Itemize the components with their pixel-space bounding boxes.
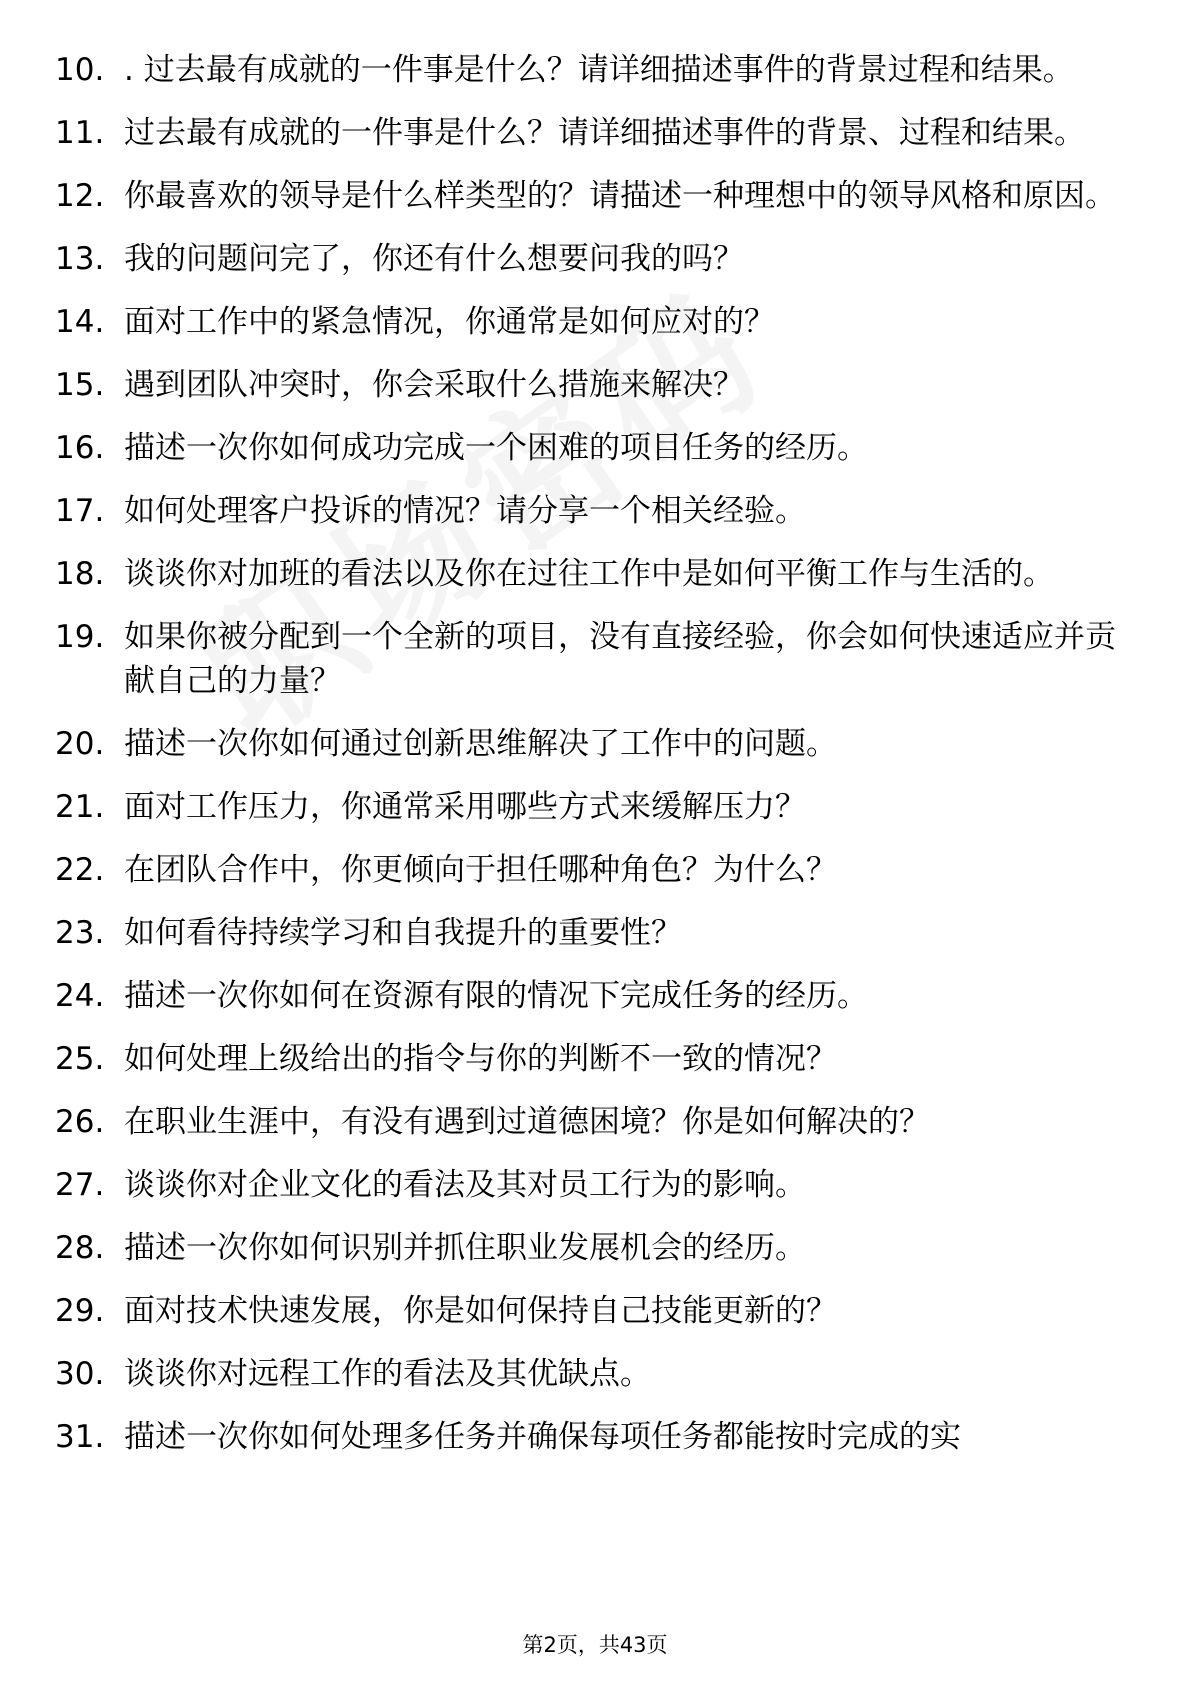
question-text: 如何看待持续学习和自我提升的重要性？ (124, 915, 682, 951)
question-number: 25. (55, 1041, 105, 1077)
question-number: 16. (55, 430, 105, 466)
question-number: 26. (55, 1104, 105, 1140)
question-text: 如果你被分配到一个全新的项目，没有直接经验，你会如何快速适应并贡献自己的力量？ (124, 619, 1116, 699)
question-number: 29. (55, 1293, 105, 1329)
list-item (55, 552, 1135, 596)
list-item (55, 237, 1135, 281)
question-text: 过去最有成就的一件事是什么？请详细描述事件的背景、过程和结果。 (124, 115, 1085, 151)
question-number: 10. (55, 52, 105, 88)
question-number: 21. (55, 789, 105, 825)
question-text: 描述一次你如何处理多任务并确保每项任务都能按时完成的实 (124, 1419, 961, 1455)
question-text: 如何处理上级给出的指令与你的判断不一致的情况？ (124, 1041, 837, 1077)
question-text: 描述一次你如何成功完成一个困难的项目任务的经历。 (124, 430, 868, 466)
question-text: 谈谈你对企业文化的看法及其对员工行为的影响。 (124, 1167, 806, 1203)
question-list (55, 48, 1135, 1478)
question-text: 在团队合作中，你更倾向于担任哪种角色？为什么？ (124, 852, 837, 888)
question-text: 描述一次你如何在资源有限的情况下完成任务的经历。 (124, 978, 868, 1014)
question-text: 描述一次你如何通过创新思维解决了工作中的问题。 (124, 726, 837, 762)
question-number: 11. (55, 115, 105, 151)
question-number: 28. (55, 1230, 105, 1266)
question-text: 谈谈你对远程工作的看法及其优缺点。 (124, 1356, 651, 1392)
question-text: 面对工作中的紧急情况，你通常是如何应对的？ (124, 304, 775, 340)
page-indicator: 第2页，共43页 (522, 1633, 668, 1657)
list-item (55, 1037, 1135, 1081)
list-item (55, 615, 1135, 703)
question-number: 19. (55, 619, 105, 655)
list-item (55, 785, 1135, 829)
question-number: 20. (55, 726, 105, 762)
question-text: 你最喜欢的领导是什么样类型的？请描述一种理想中的领导风格和原因。 (124, 178, 1116, 214)
list-item (55, 426, 1135, 470)
list-item (55, 722, 1135, 766)
list-item (55, 911, 1135, 955)
list-item (55, 48, 1135, 92)
question-number: 30. (55, 1356, 105, 1392)
question-text: 如何处理客户投诉的情况？请分享一个相关经验。 (124, 493, 806, 529)
list-item (55, 1163, 1135, 1207)
question-text: 描述一次你如何识别并抓住职业发展机会的经历。 (124, 1230, 806, 1266)
list-item (55, 111, 1135, 155)
list-item (55, 974, 1135, 1018)
list-item (55, 363, 1135, 407)
question-text: 面对工作压力，你通常采用哪些方式来缓解压力？ (124, 789, 806, 825)
list-item (55, 1100, 1135, 1144)
question-number: 23. (55, 915, 105, 951)
question-text: 我的问题问完了，你还有什么想要问我的吗？ (124, 241, 744, 277)
question-number: 22. (55, 852, 105, 888)
question-text: 面对技术快速发展，你是如何保持自己技能更新的？ (124, 1293, 837, 1329)
question-text: 遇到团队冲突时，你会采取什么措施来解决？ (124, 367, 744, 403)
list-item (55, 1226, 1135, 1270)
list-item (55, 489, 1135, 533)
question-text: 谈谈你对加班的看法以及你在过往工作中是如何平衡工作与生活的。 (124, 556, 1054, 592)
question-number: 18. (55, 556, 105, 592)
question-number: 17. (55, 493, 105, 529)
question-number: 14. (55, 304, 105, 340)
list-item (55, 1415, 1135, 1459)
list-item (55, 174, 1135, 218)
list-item (55, 300, 1135, 344)
question-number: 12. (55, 178, 105, 214)
question-text: 在职业生涯中，有没有遇到过道德困境？你是如何解决的？ (124, 1104, 930, 1140)
list-item (55, 1289, 1135, 1333)
question-number: 27. (55, 1167, 105, 1203)
list-item (55, 848, 1135, 892)
list-item (55, 1352, 1135, 1396)
question-number: 24. (55, 978, 105, 1014)
question-number: 15. (55, 367, 105, 403)
question-number: 31. (55, 1419, 105, 1455)
question-number: 13. (55, 241, 105, 277)
question-text: . 过去最有成就的一件事是什么？请详细描述事件的背景过程和结果。 (124, 52, 1074, 88)
